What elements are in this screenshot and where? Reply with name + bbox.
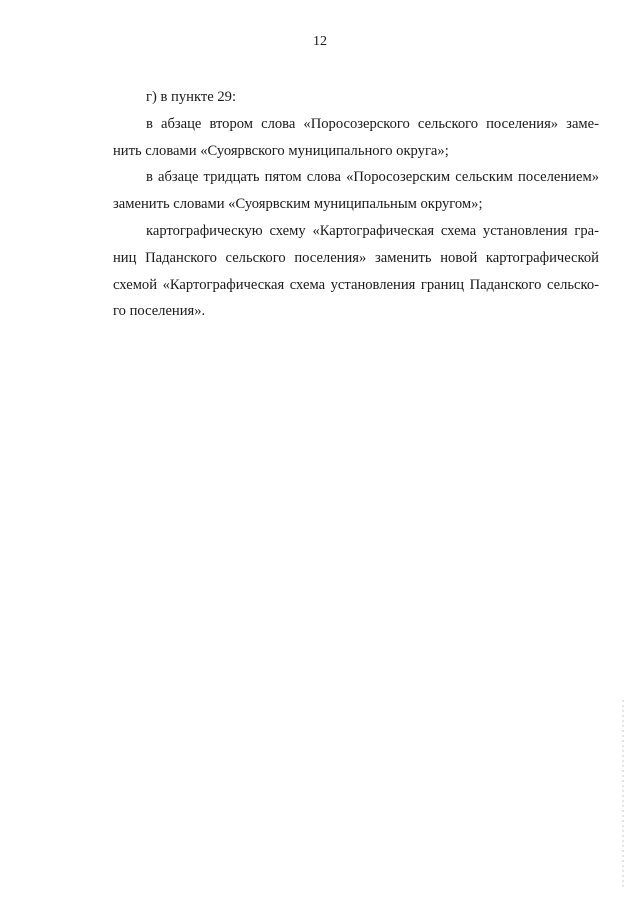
scan-edge-artifact [622,700,624,890]
document-body [113,84,599,325]
text-line: картографическую схему «Картографическая схема установления гра- [146,222,599,239]
page-number: 12 [313,34,327,49]
text-line: го поселения». [113,303,206,320]
text-line: в абзаце втором слова «Поросозерского сельского поселения» заме- [146,115,599,132]
paragraph-kartograficheskaya-skhema [113,218,599,325]
text-line: схемой «Картографическая схема установления границ Паданского сельско- [113,276,599,293]
paragraph-abzats-vtoroy [113,111,599,165]
text-line: заменить словами «Суоярвским муниципальным округом»; [113,196,483,213]
text-line: нить словами «Суоярвского муниципального округа»; [113,142,449,159]
text-line: в абзаце тридцать пятом слова «Поросозерским сельским поселением» [146,169,599,186]
text-line: г) в пункте 29: [146,89,236,105]
text-line: ниц Паданского сельского поселения» заменить новой картографической [113,249,599,266]
paragraph-item-g [113,84,599,111]
paragraph-abzats-tridtsat-pyatyy [113,164,599,218]
